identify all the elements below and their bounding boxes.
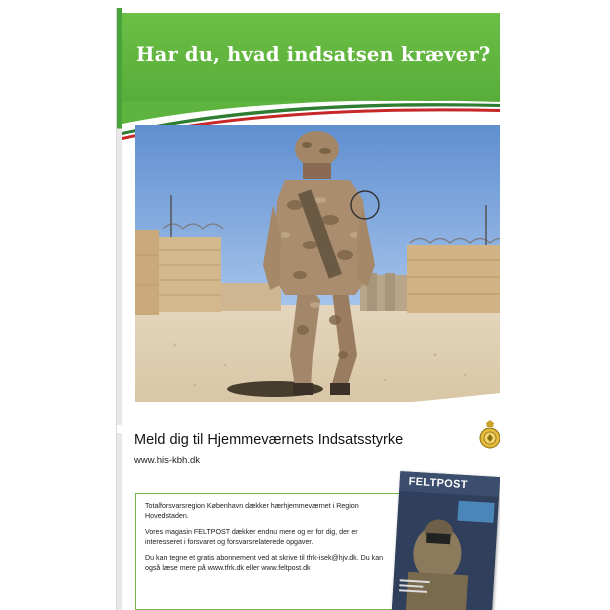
info-paragraph-magazine: Vores magasin FELTPOST dækker endnu mere og er for dig, der er interesseret i forsvaret og forsvarsrelaterede opgaver.	[145, 528, 358, 546]
feltpost-magazine-cover	[392, 471, 500, 610]
poster-page	[117, 8, 500, 610]
website-link[interactable]: www.his-kbh.dk	[134, 455, 200, 466]
magazine-title: FELTPOST	[408, 475, 469, 492]
soldier-photo	[135, 125, 500, 402]
info-box	[135, 493, 405, 610]
photo-bottom-wave	[117, 393, 500, 433]
home-guard-emblem-icon	[479, 420, 500, 452]
recruitment-headline: Meld dig til Hjemmeværnets Indsatsstyrke	[134, 432, 404, 448]
info-paragraph-subscribe: Du kan tegne et gratis abonnement ved at skrive til tfrk-isek@hjv.dk. Du kan også læse mere på www.tfrk.dk eller www.feltpost.dk	[145, 554, 384, 572]
banner-title: Har du, hvad indsatsen kræver?	[136, 43, 491, 66]
info-paragraph-region: Totalforsvarsregion København dækker hærhjemmeværnet i Region Hovedstaden.	[145, 502, 359, 520]
